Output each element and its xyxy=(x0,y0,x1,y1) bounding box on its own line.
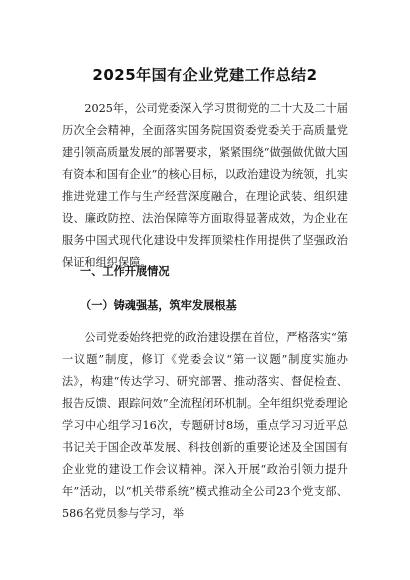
intro-paragraph: 2025年，公司党委深入学习贯彻党的二十大及二十届历次全会精神，全面落实国务院国资委党委关于高质量党建引领高质量发展的部署要求，紧紧围绕“做强做优做大国有资本和国有企业”的核心目标，以政治建设为统领，扎实推进党建工作与生产经营深度融合，在理论武装、组织建设、廉政防控、法治保障等方面取得显著成效，为企业在服务中国式现代化建设中发挥顶梁柱作用提供了坚强政治保证和组织保障。 xyxy=(62,102,348,269)
section-heading: 一、工作开展情况 xyxy=(80,265,170,278)
body-paragraph: 公司党委始终把党的政治建设摆在首位，严格落实“第一议题”制度，修订《党委会议“第一议题”制度实施办法》，构建“传达学习、研究部署、推动落实、督促检查、报告反馈、跟踪问效”全流程闭环机制。全年组织党委理论学习中心组学习16次，专题研讨8场，重点学习习近平总书记关于国企改革发展、科技创新的重要论述及全国国有企业党的建设工作会议精神。深入开展“政治引领力提升年”活动，以“机关带系统”模式推动全公司23个党支部、586名党员参与学习，举 xyxy=(62,331,348,520)
document-title: 2025年国有企业党建工作总结2 xyxy=(92,66,318,84)
subsection-heading: （一）铸魂强基，筑牢发展根基 xyxy=(80,299,237,312)
